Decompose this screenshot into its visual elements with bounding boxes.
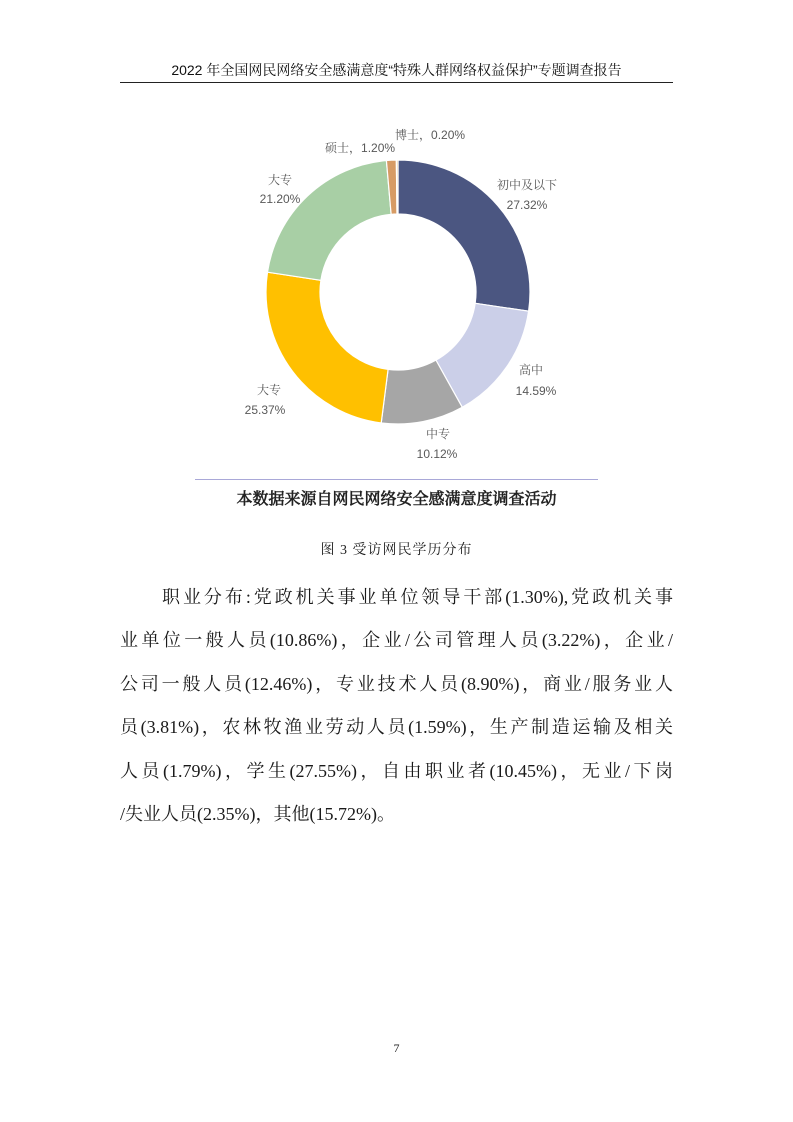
slice-label-5-value: 21.20% — [259, 192, 301, 206]
slice-label-doctor-separator: ， — [419, 128, 432, 142]
paragraph-line-2: 业单位一般人员(10.86%)，企业/公司管理人员(3.22%)，企业/ — [120, 630, 673, 651]
paragraph-line-4: 员(3.81%)，农林牧渔业劳动人员(1.59%)，生产制造运输及相关 — [120, 717, 673, 738]
slice-label-2-name: 高中 — [518, 363, 544, 377]
donut-slice-4 — [266, 272, 388, 423]
slice-label-5-name: 大专 — [267, 173, 293, 187]
slice-label-master — [325, 141, 395, 155]
slice-label-doctor-value: 0.20% — [431, 128, 466, 142]
slice-label-master-separator: ， — [349, 141, 362, 155]
slice-label-master-value: 1.20% — [361, 141, 396, 155]
figure-caption: 图 3 受访网民学历分布 — [320, 543, 473, 558]
slice-label-3-value: 10.12% — [416, 447, 458, 461]
chart-source-note: 本数据来源自网民网络安全感满意度调查活动 — [236, 491, 557, 508]
paragraph-line-6: /失业人员(2.35%)，其他(15.72%)。 — [120, 803, 395, 824]
page-number: 7 — [393, 1041, 400, 1055]
slice-label-2-value: 14.59% — [515, 384, 557, 398]
paragraph-line-1: 职业分布:党政机关事业单位领导干部(1.30%),党政机关事 — [162, 587, 673, 607]
slice-label-master-name: 硕士 — [325, 141, 350, 155]
donut-slices — [266, 160, 530, 424]
slice-label-doctor-name: 博士 — [395, 128, 420, 142]
paragraph-line-3: 公司一般人员(12.46%)，专业技术人员(8.90%)，商业/服务业人 — [120, 673, 673, 694]
slice-label-1-name: 初中及以下 — [496, 178, 558, 192]
slice-label-1-value: 27.32% — [506, 198, 548, 212]
slice-label-4-value: 25.37% — [244, 403, 286, 417]
slice-label-3-name: 中专 — [425, 427, 451, 441]
donut-slice-7 — [396, 160, 398, 214]
education-donut-chart — [0, 0, 793, 480]
running-header-title: 2022 年全国网民网络安全感满意度“特殊人群网络权益保护”专题调查报告 — [171, 62, 622, 78]
paragraph-line-5: 人员(1.79%)，学生(27.55%)，自由职业者(10.45%)，无业/下岗 — [120, 760, 673, 781]
chart-source-rule — [195, 479, 598, 480]
slice-label-4-name: 大专 — [256, 383, 282, 397]
body-paragraph — [120, 576, 673, 836]
slice-label-doctor — [395, 127, 465, 142]
